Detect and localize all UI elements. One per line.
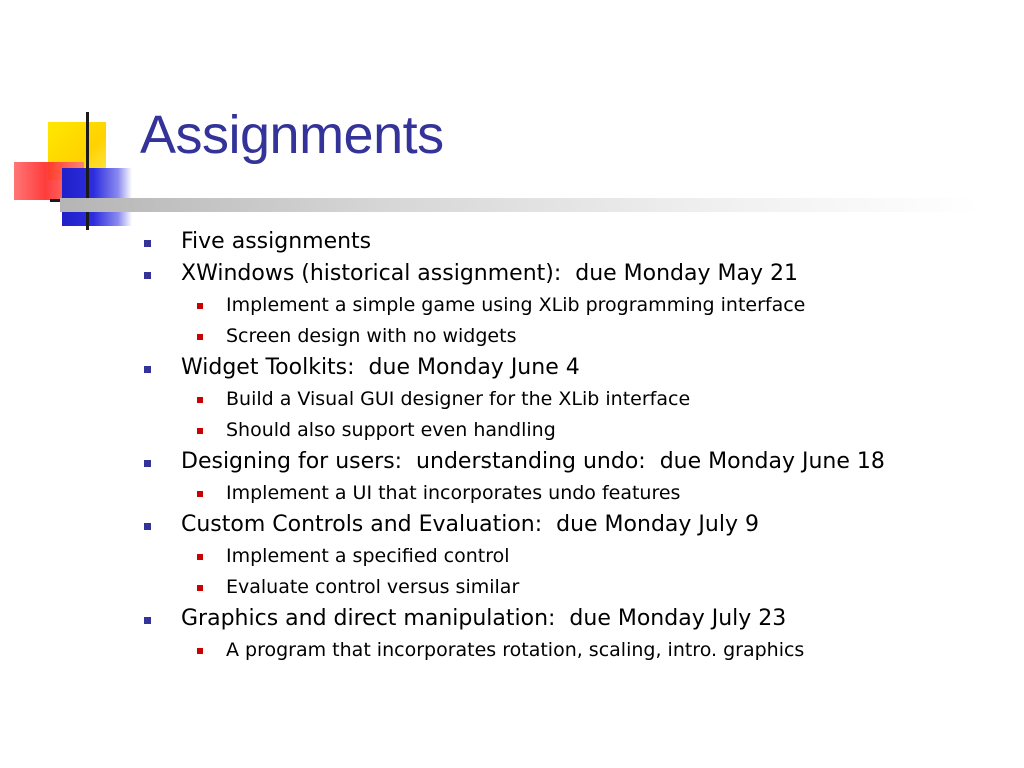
square-bullet-icon (197, 334, 203, 340)
sub-list (140, 384, 1010, 446)
bullet-text: Five assignments (181, 229, 372, 254)
sub-list (140, 290, 1010, 352)
bullet-text: Graphics and direct manipulation: due Monday July 23 (181, 606, 787, 631)
square-bullet-icon (197, 554, 203, 560)
sub-list (140, 635, 1010, 666)
sub-bullet-text: Implement a simple game using XLib programming interface (226, 294, 806, 316)
logo-blue-square (62, 168, 132, 226)
list-item (140, 446, 1010, 509)
sub-bullet-text: Implement a UI that incorporates undo features (226, 482, 681, 504)
level1-bullet (140, 352, 1010, 384)
square-bullet-icon (144, 460, 151, 467)
sub-list (140, 541, 1010, 603)
list-item (140, 258, 1010, 352)
level2-bullet (140, 635, 1010, 666)
square-bullet-icon (197, 491, 203, 497)
sub-bullet-text: Should also support even handling (226, 419, 556, 441)
square-bullet-icon (197, 428, 203, 434)
title-underline (60, 198, 980, 212)
square-bullet-icon (144, 272, 151, 279)
list-item (140, 352, 1010, 446)
level2-bullet (140, 541, 1010, 572)
square-bullet-icon (144, 366, 151, 373)
bullet-text: Designing for users: understanding undo: due Monday June 18 (181, 449, 885, 474)
level1-bullet (140, 446, 1010, 478)
bullet-text: Widget Toolkits: due Monday June 4 (181, 355, 580, 380)
square-bullet-icon (197, 397, 203, 403)
slide-title: Assignments (140, 105, 444, 165)
sub-bullet-text: Screen design with no widgets (226, 325, 517, 347)
level2-bullet (140, 478, 1010, 509)
bullet-text: XWindows (historical assignment): due Monday May 21 (181, 261, 798, 286)
square-bullet-icon (197, 585, 203, 591)
level2-bullet (140, 321, 1010, 352)
sub-list (140, 478, 1010, 509)
square-bullet-icon (144, 617, 151, 624)
sub-bullet-text: A program that incorporates rotation, scaling, intro. graphics (226, 639, 805, 661)
square-bullet-icon (197, 648, 203, 654)
list-item (140, 603, 1010, 666)
level2-bullet (140, 415, 1010, 446)
level2-bullet (140, 290, 1010, 321)
list-item (140, 509, 1010, 603)
bullet-text: Custom Controls and Evaluation: due Monday July 9 (181, 512, 759, 537)
sub-bullet-text: Build a Visual GUI designer for the XLib interface (226, 388, 691, 410)
level1-bullet (140, 603, 1010, 635)
logo-vertical-line (86, 112, 89, 230)
sub-bullet-text: Implement a specified control (226, 545, 510, 567)
square-bullet-icon (197, 303, 203, 309)
bullet-list (140, 226, 1010, 666)
square-bullet-icon (144, 240, 151, 247)
level1-bullet (140, 226, 1010, 258)
list-item (140, 226, 1010, 258)
sub-bullet-text: Evaluate control versus similar (226, 576, 520, 598)
level2-bullet (140, 572, 1010, 603)
level1-bullet (140, 509, 1010, 541)
level1-bullet (140, 258, 1010, 290)
square-bullet-icon (144, 523, 151, 530)
level2-bullet (140, 384, 1010, 415)
